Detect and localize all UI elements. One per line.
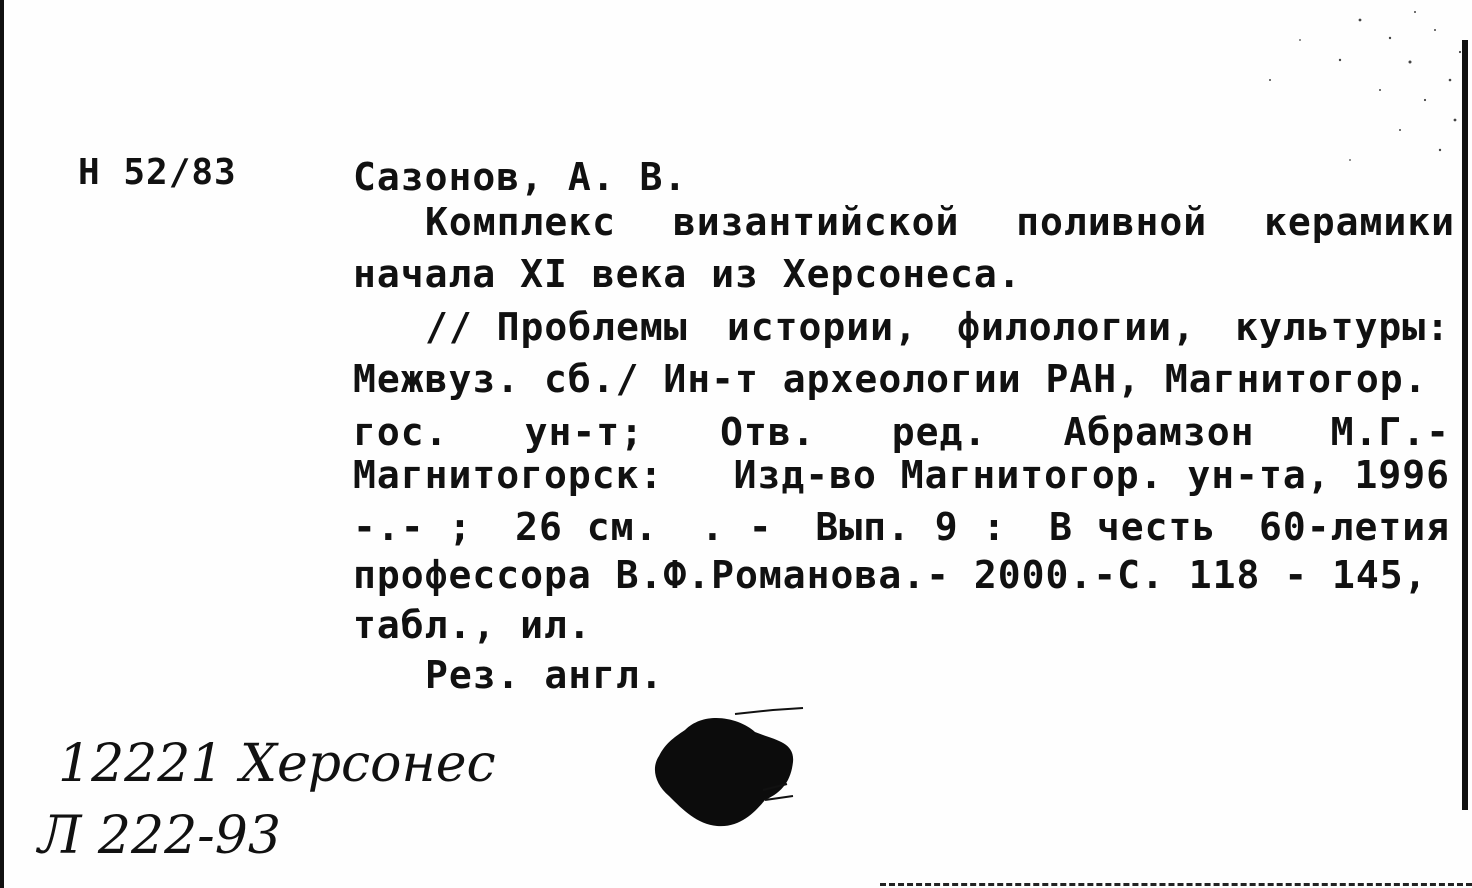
title-word: Комплекс [425,200,617,244]
call-number: Н 52/83 [78,152,237,193]
source-word: культуры: [1235,305,1450,349]
source-line-4 [353,453,1450,497]
source-line-7: табл., ил. [353,603,592,647]
source-line-1 [425,305,1450,349]
source-line-6: профессора В.Ф.Романова.- 2000.-С. 118 - 145, [353,553,1428,597]
source-word: В честь [1049,505,1217,549]
scan-noise [1150,0,1470,210]
card-left-edge [0,0,4,888]
author: Сазонов, А. В. [353,155,688,199]
handwritten-shelfmark: Л 222-93 [38,806,281,866]
source-word: Абрамзон [1063,410,1255,454]
source-word: филологии, [957,305,1196,349]
source-line-3 [353,410,1450,454]
source-word: ред. [891,410,988,454]
source-word: Отв. [720,410,816,454]
card-bottom-edge [880,883,1472,886]
source-word: 26 см. [515,505,659,549]
source-word: Изд-во Магнитогор. ун-та, 1996 [733,453,1450,497]
source-line-2: Межвуз. сб./ Ин-т археологии РАН, Магнитогор. [353,357,1428,401]
source-word: ун-т; [524,410,645,454]
source-word: . - [701,505,773,549]
source-word: -.- ; [353,505,473,549]
handwritten-accession: 12221 Херсонес [58,734,496,794]
summary-note: Рез. англ. [425,653,664,697]
title-word: поливной [1016,200,1208,244]
title-word: византийской [672,200,960,244]
source-word: М.Г.- [1330,410,1450,454]
title-word: керамики [1263,200,1455,244]
source-word: Магнитогорск: [353,453,664,497]
source-word: 60-летия [1258,505,1450,549]
title-line-2: начала XI века из Херсонеса. [353,252,1022,296]
card-right-edge [1462,40,1468,810]
title-line-1 [425,200,1455,244]
ink-stamp-icon [645,700,815,840]
source-line-5 [353,505,1450,549]
source-word: гос. [353,410,449,454]
source-word: // Проблемы [425,305,688,349]
source-word: Вып. 9 : [815,505,1007,549]
source-word: истории, [726,305,918,349]
